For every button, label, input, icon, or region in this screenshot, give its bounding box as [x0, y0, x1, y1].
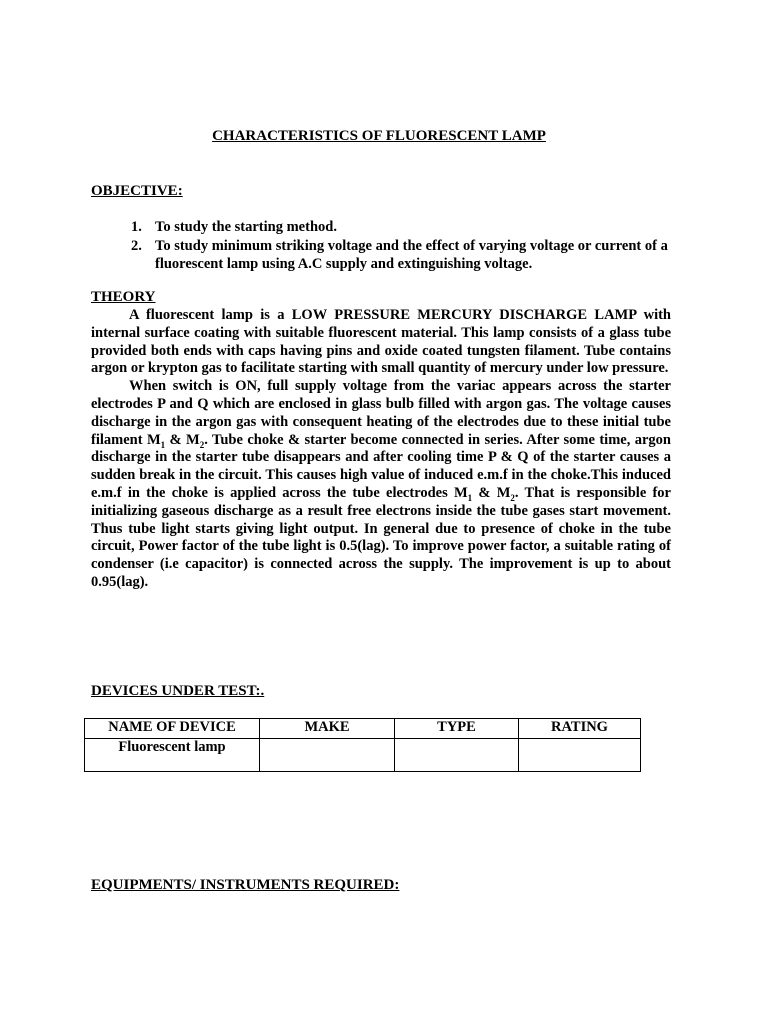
theory-body	[91, 307, 671, 592]
table-cell: Fluorescent lamp	[85, 739, 260, 772]
table-header-cell: MAKE	[260, 719, 395, 739]
list-item-text: To study the starting method.	[155, 219, 337, 235]
objective-heading: OBJECTIVE:	[91, 183, 183, 199]
list-item	[131, 237, 671, 274]
theory-paragraph: A fluorescent lamp is a LOW PRESSURE MERCURY DISCHARGE LAMP with internal surface coating with suitable fluorescent material. This lamp consists of a glass tube provided both ends with caps having pins and oxide coated tungsten filament. Tube contains argon or krypton gas to facilitate starting with small quantity of mercury under low pressure.	[91, 307, 671, 377]
table-cell	[395, 739, 519, 772]
list-item-number: 1.	[131, 219, 142, 235]
theory-paragraph: When switch is ON, full supply voltage from the variac appears across the starter electrodes P and Q which are enclosed in glass bulb filled with argon gas. The voltage causes discharge in the argon gas with consequent heating of the electrodes due to these initial tube filament $M_1$ & $M_2$. Tube choke & starter become connected in series. After some time, argon discharge in the starter tube disappears and after cooling time P & Q of the starter causes a sudden break in the circuit. This causes high value of induced e.m.f in the choke.This induced e.m.f in the choke is applied across the tube electrodes $M_1$ & $M_2$. That is responsible for initializing gaseous discharge as a result free electrons inside the tube gases start movement. Thus tube light starts giving light output. In general due to presence of choke in the tube circuit, Power factor of the tube light is 0.5(lag). To improve power factor, a suitable rating of condenser (i.e capacitor) is connected across the supply. The improvement is up to about 0.95(lag).	[91, 378, 671, 590]
objective-list	[131, 218, 671, 274]
document-title: CHARACTERISTICS OF FLUORESCENT LAMP	[212, 128, 546, 144]
table-row	[85, 739, 641, 772]
table-header-row	[85, 719, 641, 739]
table-cell	[519, 739, 641, 772]
table-header-cell: RATING	[519, 719, 641, 739]
table-header-cell: TYPE	[395, 719, 519, 739]
list-item-text: To study minimum striking voltage and the effect of varying voltage or current of a fluorescent lamp using A.C supply and extinguishing voltage.	[155, 237, 668, 272]
devices-heading: DEVICES UNDER TEST:.	[91, 683, 265, 699]
devices-table	[84, 718, 641, 772]
list-item-number: 2.	[131, 237, 142, 254]
equipment-heading: EQUIPMENTS/ INSTRUMENTS REQUIRED:	[91, 877, 400, 893]
list-item	[131, 218, 671, 237]
table-header-cell: NAME OF DEVICE	[85, 719, 260, 739]
theory-heading: THEORY	[91, 289, 156, 305]
table-cell	[260, 739, 395, 772]
